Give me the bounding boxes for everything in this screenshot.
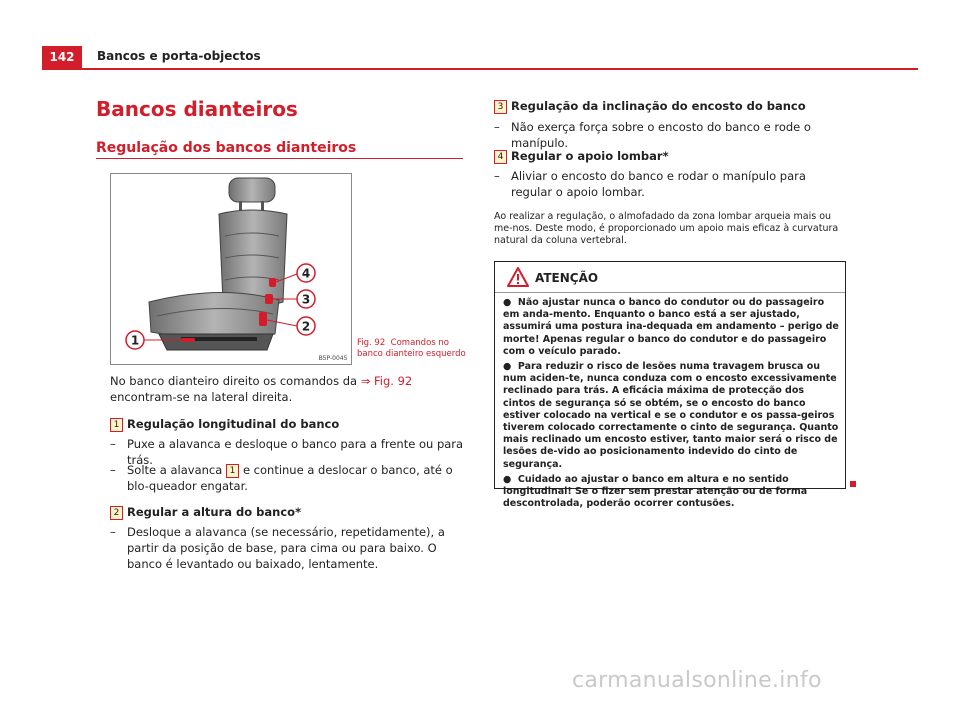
callout-num-1: 1 bbox=[110, 418, 123, 432]
svg-text:2: 2 bbox=[301, 319, 311, 334]
bullet-icon: ● bbox=[503, 297, 512, 308]
subtitle-divider bbox=[96, 158, 463, 159]
headrest bbox=[229, 178, 275, 202]
callout-1 bbox=[126, 331, 144, 349]
warning-header bbox=[495, 262, 845, 293]
arrow-icon: ⇒ bbox=[360, 374, 371, 388]
dash-marker: – bbox=[494, 169, 500, 183]
intro-text-end: encontram-se na lateral direita. bbox=[110, 390, 293, 404]
control-lever-1 bbox=[181, 338, 195, 342]
section-end-marker bbox=[850, 481, 856, 487]
warning-item-2 bbox=[503, 361, 839, 471]
intro-paragraph bbox=[110, 373, 466, 405]
callout-num-3: 3 bbox=[494, 100, 507, 114]
callout-num-1-inline: 1 bbox=[226, 464, 239, 478]
svg-text:1: 1 bbox=[130, 333, 140, 348]
dash-marker: – bbox=[494, 120, 500, 134]
callout-num-4: 4 bbox=[494, 150, 507, 164]
item-3-step-1 bbox=[494, 119, 846, 151]
item-1-heading bbox=[110, 416, 466, 432]
warning-title: ATENÇÃO bbox=[535, 271, 599, 285]
step-text-part: e continue a deslocar o banco, até o blo-queador engatar. bbox=[127, 463, 453, 493]
warning-item-3 bbox=[503, 474, 839, 511]
dash-marker: – bbox=[110, 525, 116, 539]
page-number: 142 bbox=[42, 46, 82, 68]
warning-body bbox=[503, 297, 839, 513]
seat-illustration bbox=[111, 174, 351, 364]
item-2-heading bbox=[110, 504, 466, 520]
figure-link-label: Fig. 92 bbox=[374, 374, 413, 388]
section-title: Bancos dianteiros bbox=[96, 97, 298, 121]
figure-caption-text: Comandos no banco dianteiro esquerdo bbox=[357, 338, 466, 359]
seat-figure bbox=[110, 173, 352, 365]
warning-triangle-icon bbox=[507, 267, 529, 287]
item-1-step-2 bbox=[110, 462, 466, 494]
step-text bbox=[110, 462, 466, 494]
warning-box bbox=[494, 261, 846, 510]
step-text-part: Solte a alavanca bbox=[127, 463, 223, 477]
step-text: Aliviar o encosto do banco e rodar o manípulo para regular o apoio lombar. bbox=[511, 169, 806, 199]
figure-caption-prefix: Fig. 92 bbox=[357, 338, 386, 348]
callout-2 bbox=[297, 317, 315, 335]
seat-base bbox=[159, 334, 273, 350]
dash-marker: – bbox=[110, 463, 116, 477]
step-text: Desloque a alavanca (se necessário, repetidamente), a partir da posição de base, para cima ou para baixo. O banco é levantado ou baixado, lentamente. bbox=[127, 525, 445, 571]
callout-num-2: 2 bbox=[110, 506, 123, 520]
lumbar-note: Ao realizar a regulação, o almofadado da zona lombar arqueia mais ou me-nos. Deste modo, é proporcionado um apoio mais eficaz à curvatura natural da coluna vertebral. bbox=[494, 211, 839, 246]
item-3-heading-text: Regulação da inclinação do encosto do banco bbox=[511, 99, 806, 113]
bullet-icon: ● bbox=[503, 473, 512, 485]
step-text: Puxe a alavanca e desloque o banco para a frente ou para trás. bbox=[127, 437, 464, 467]
item-4-heading-text: Regular o apoio lombar* bbox=[511, 149, 669, 163]
bullet-icon: ● bbox=[503, 361, 512, 373]
item-1-heading-text: Regulação longitudinal do banco bbox=[127, 417, 340, 431]
dash-marker: – bbox=[110, 437, 116, 451]
callout-4 bbox=[297, 264, 315, 282]
item-4-heading bbox=[494, 148, 846, 164]
warning-text: Cuidado ao ajustar o banco em altura e no sentido longitudinal! Se o fizer sem prestar atenção ou de forma descontrolada, poderão ocorrer contusões. bbox=[503, 473, 808, 510]
figure-caption bbox=[357, 338, 467, 360]
intro-text: No banco dianteiro direito os comandos da bbox=[110, 374, 358, 388]
watermark: carmanualsonline.info bbox=[572, 668, 822, 693]
step-text: Não exerça força sobre o encosto do banco e rode o manípulo. bbox=[511, 120, 811, 150]
control-lever-2 bbox=[259, 312, 267, 326]
callout-3 bbox=[297, 290, 315, 308]
item-4-step-1 bbox=[494, 168, 846, 200]
running-title: Bancos e porta-objectos bbox=[97, 49, 261, 63]
item-3-heading bbox=[494, 98, 846, 114]
warning-text: Não ajustar nunca o banco do condutor ou do passageiro em anda-mento. Enquanto o banco está a ser ajustado, assumirá uma postura ina-dequada em andamento – perigo de morte! Apenas regular o banco do condutor e do passageiro com o veículo parado. bbox=[503, 297, 839, 357]
control-knob-4 bbox=[269, 278, 276, 287]
figure-link[interactable] bbox=[361, 374, 413, 388]
header-divider bbox=[42, 68, 918, 70]
figure-code: B5P-0045 bbox=[318, 355, 348, 362]
section-subtitle: Regulação dos bancos dianteiros bbox=[96, 140, 357, 156]
control-knob-3 bbox=[265, 294, 273, 304]
warning-item-1 bbox=[503, 297, 839, 358]
item-2-step-1 bbox=[110, 524, 466, 572]
warning-text: Para reduzir o risco de lesões numa travagem brusca ou num aciden-te, nunca conduza com o encosto excessivamente reclinado para trás. A eficácia máxima de protecção dos cintos de segurança só se obtém, se o encosto do banco estiver colocado na vertical e se o condutor e os passa-geiros tiverem colocado correctamente o cinto de segurança. Quanto mais reclinado um encosto estiver, tanto maior será o risco de lesões de-vido ao posicionamento indevido do cinto de segurança. bbox=[503, 361, 839, 470]
item-2-heading-text: Regular a altura do banco* bbox=[127, 505, 302, 519]
svg-text:3: 3 bbox=[301, 292, 311, 307]
svg-text:4: 4 bbox=[301, 266, 311, 281]
